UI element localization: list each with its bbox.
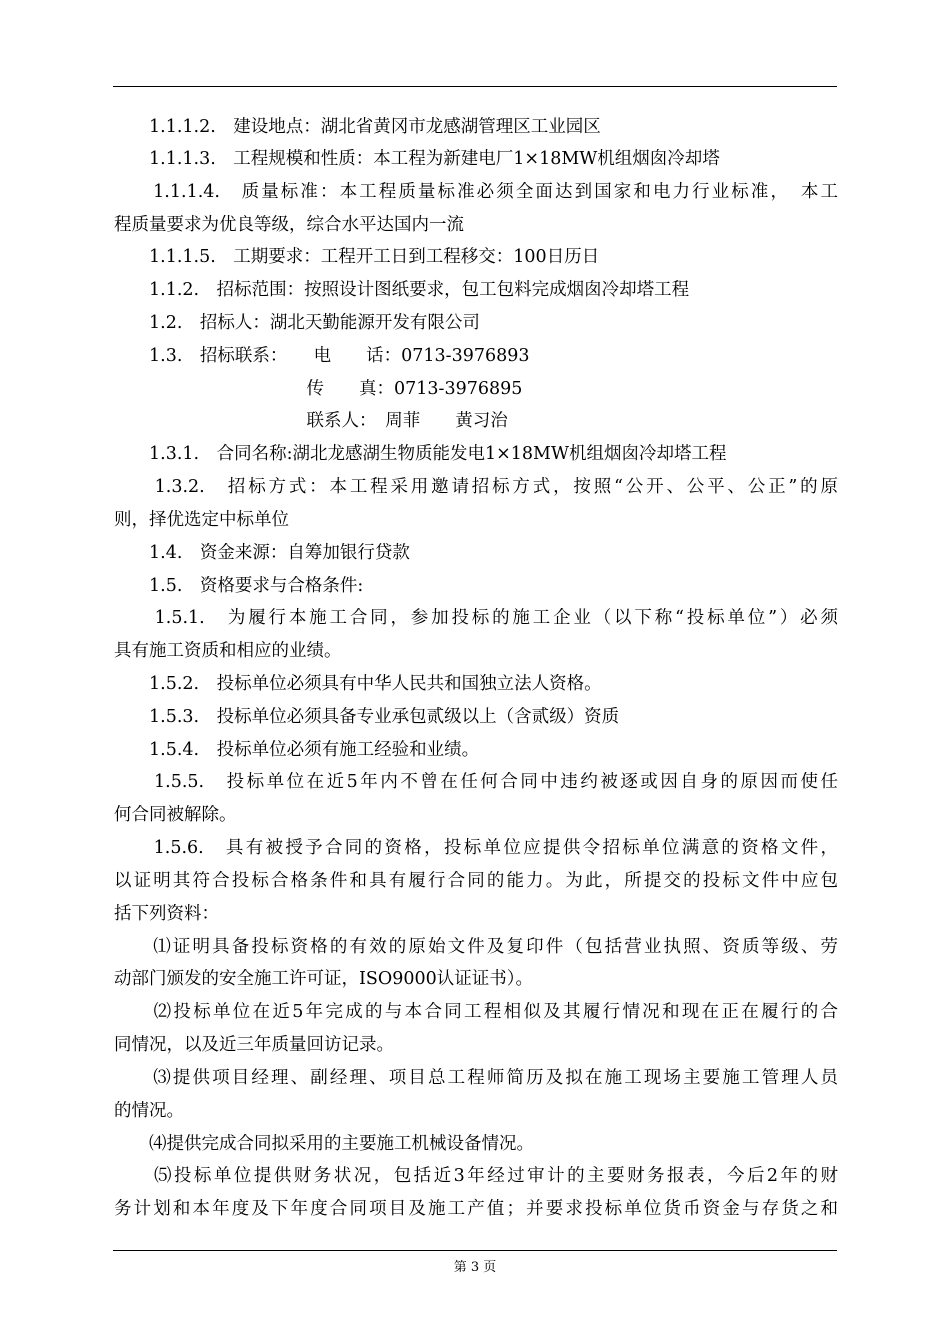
text-line: 1.1.1.4. 质量标准：本工程质量标准必须全面达到国家和电力行业标准， 本工 <box>114 182 838 202</box>
text-line: 1.5.6. 具有被授予合同的资格，投标单位应提供令招标单位满意的资格文件， <box>114 838 838 858</box>
text-line: 务计划和本年度及下年度合同项目及施工产值；并要求投标单位货币资金与存货之和 <box>114 1199 838 1219</box>
text-line: 1.2. 招标人：湖北天勤能源开发有限公司 <box>114 313 480 333</box>
text-line: 1.5.1. 为履行本施工合同，参加投标的施工企业（以下称“投标单位”）必须 <box>114 608 838 628</box>
text-line: 1.5. 资格要求与合格条件: <box>114 576 364 596</box>
text-line: 同情况，以及近三年质量回访记录。 <box>114 1035 394 1055</box>
text-line: 1.1.1.5. 工期要求：工程开工日到工程移交：100日历日 <box>114 247 600 267</box>
text-line: 1.5.2. 投标单位必须具有中华人民共和国独立法人资格。 <box>114 674 602 694</box>
text-line: ⑷提供完成合同拟采用的主要施工机械设备情况。 <box>114 1134 534 1154</box>
text-line: 传 真：0713-3976895 <box>114 379 523 399</box>
text-line: 1.5.4. 投标单位必须有施工经验和业绩。 <box>114 740 480 760</box>
text-line: 具有施工资质和相应的业绩。 <box>114 641 342 661</box>
text-line: 则，择优选定中标单位 <box>114 510 289 530</box>
text-line: 动部门颁发的安全施工许可证，ISO9000认证证书）。 <box>114 969 534 989</box>
text-line: 联系人： 周菲 黄习治 <box>114 411 508 431</box>
text-line: 1.1.1.3. 工程规模和性质：本工程为新建电厂1×18MW机组烟囱冷却塔 <box>114 149 720 169</box>
text-line: 1.3. 招标联系： 电 话：0713-3976893 <box>114 346 530 366</box>
text-line: 括下列资料： <box>114 904 219 924</box>
text-line: 程质量要求为优良等级，综合水平达国内一流 <box>114 215 464 235</box>
footer-rule <box>113 1250 837 1251</box>
text-line: 1.1.1.2. 建设地点：湖北省黄冈市龙感湖管理区工业园区 <box>114 117 601 137</box>
text-line: ⑶提供项目经理、副经理、项目总工程师简历及拟在施工现场主要施工管理人员 <box>114 1068 838 1088</box>
text-line: 1.4. 资金来源：自筹加银行贷款 <box>114 543 410 563</box>
text-line: 何合同被解除。 <box>114 805 237 825</box>
text-line: 的情况。 <box>114 1101 184 1121</box>
text-line: 1.1.2. 招标范围：按照设计图纸要求，包工包料完成烟囱冷却塔工程 <box>114 280 690 300</box>
text-line: ⑴证明具备投标资格的有效的原始文件及复印件（包括营业执照、资质等级、劳 <box>114 937 838 957</box>
text-line: 1.5.5. 投标单位在近5年内不曾在任何合同中违约被逐或因自身的原因而使任 <box>114 772 838 792</box>
text-line: 1.3.1. 合同名称:湖北龙感湖生物质能发电1×18MW机组烟囱冷却塔工程 <box>114 444 727 464</box>
header-rule <box>113 86 837 87</box>
page-number: 第 3 页 <box>453 1260 497 1275</box>
text-line: 以证明其符合投标合格条件和具有履行合同的能力。为此，所提交的投标文件中应包 <box>114 871 838 891</box>
text-line: ⑵投标单位在近5年完成的与本合同工程相似及其履行情况和现在正在履行的合 <box>114 1002 838 1022</box>
text-line: 1.5.3. 投标单位必须具备专业承包贰级以上（含贰级）资质 <box>114 707 620 727</box>
text-line: 1.3.2. 招标方式：本工程采用邀请招标方式，按照“公开、公平、公正”的原 <box>114 477 838 497</box>
text-line: ⑸投标单位提供财务状况，包括近3年经过审计的主要财务报表，今后2年的财 <box>114 1166 838 1186</box>
